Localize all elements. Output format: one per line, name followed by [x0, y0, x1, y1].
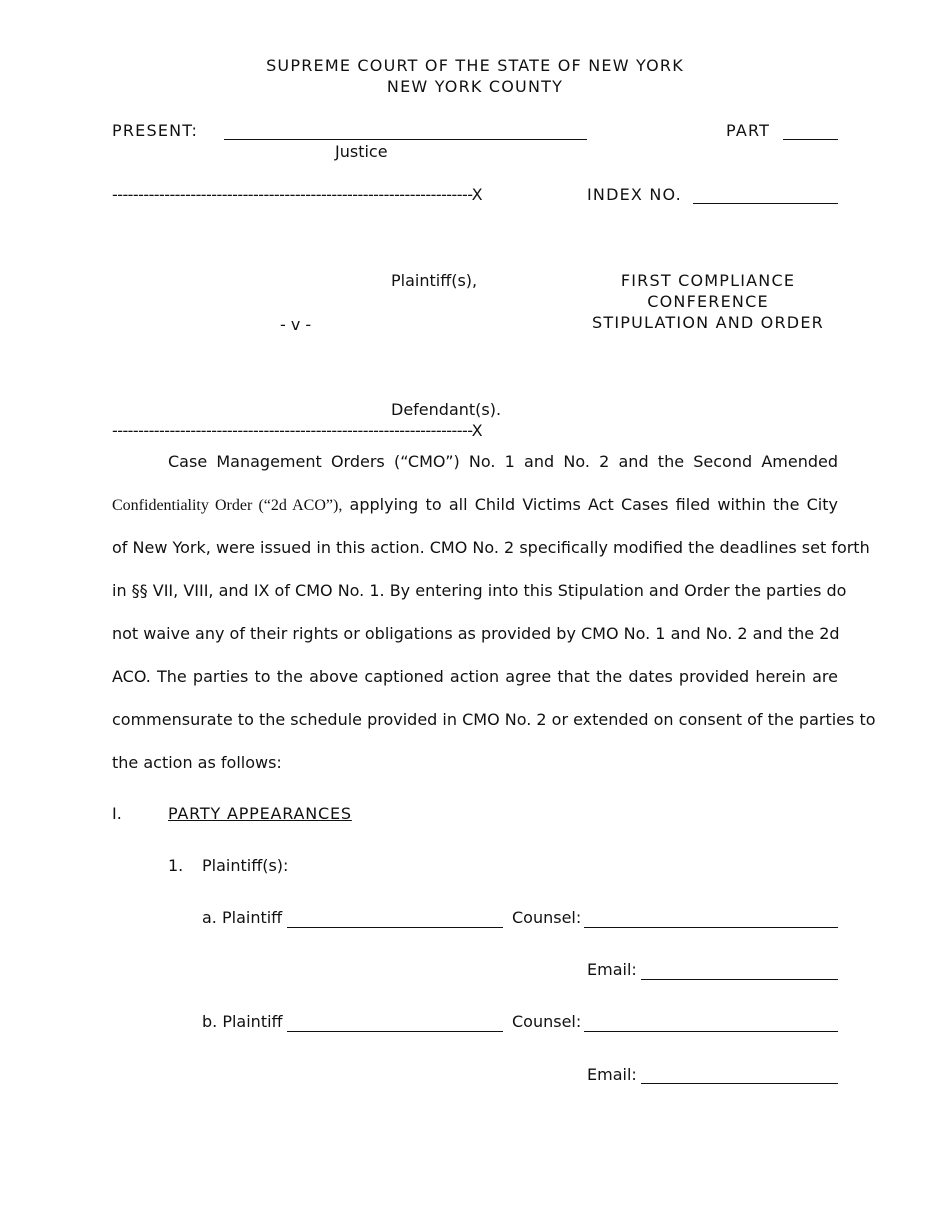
- caption-divider-bottom: ---------------------------------------------------------------------X: [112, 421, 483, 440]
- body-line-2: [112, 483, 838, 526]
- present-label: PRESENT:: [112, 121, 199, 140]
- body-paragraph: [112, 440, 876, 784]
- present-justice-line[interactable]: [224, 139, 587, 140]
- part-line[interactable]: [783, 139, 838, 140]
- body-line-5: not waive any of their rights or obligations as provided by CMO No. 1 and No. 2 and the 2d: [112, 624, 840, 643]
- email-b-label: Email:: [587, 1065, 637, 1084]
- doc-title-line2: CONFERENCE: [647, 292, 769, 311]
- plaintiff-label: Plaintiff(s),: [391, 271, 478, 290]
- defendant-label: Defendant(s).: [391, 400, 502, 419]
- body-line-8: the action as follows:: [112, 753, 282, 772]
- body-line-1: Case Management Orders (“CMO”) No. 1 and No. 2 and the Second Amended: [168, 452, 838, 471]
- counsel-a-label: Counsel:: [512, 908, 582, 927]
- plaintiff-a-line[interactable]: [287, 927, 503, 928]
- email-b-line[interactable]: [641, 1083, 838, 1084]
- index-number-line[interactable]: [693, 203, 838, 204]
- plaintiff-b-label: b. Plaintiff: [202, 1012, 283, 1031]
- item-label: Plaintiff(s):: [202, 856, 289, 875]
- body-line-6: ACO. The parties to the above captioned action agree that the dates provided herein are: [112, 667, 838, 686]
- email-a-line[interactable]: [641, 979, 838, 980]
- plaintiff-a-label: a. Plaintiff: [202, 908, 283, 927]
- versus-label: - v -: [280, 315, 312, 334]
- body-line-7: commensurate to the schedule provided in CMO No. 2 or extended on consent of the parties to: [112, 710, 876, 729]
- counsel-b-label: Counsel:: [512, 1012, 582, 1031]
- caption-divider-top: ---------------------------------------------------------------------X: [112, 185, 483, 204]
- item-number: 1.: [168, 856, 184, 875]
- doc-title-line3: STIPULATION AND ORDER: [592, 313, 824, 332]
- doc-title-line1: FIRST COMPLIANCE: [620, 271, 796, 290]
- court-name: SUPREME COURT OF THE STATE OF NEW YORK: [266, 56, 684, 75]
- body-line-4: in §§ VII, VIII, and IX of CMO No. 1. By entering into this Stipulation and Order the parties do: [112, 581, 847, 600]
- plaintiff-b-line[interactable]: [287, 1031, 503, 1032]
- section-numeral: I.: [112, 804, 122, 823]
- county-name: NEW YORK COUNTY: [386, 77, 564, 96]
- justice-label: Justice: [335, 142, 388, 161]
- section-heading: PARTY APPEARANCES: [168, 804, 352, 823]
- body-line-2-serif: Confidentiality Order (“2d ACO”),: [112, 497, 343, 514]
- body-line-3: of New York, were issued in this action. CMO No. 2 specifically modified the deadlines set forth: [112, 538, 870, 557]
- counsel-b-line[interactable]: [584, 1031, 838, 1032]
- part-label: PART: [726, 121, 771, 140]
- email-a-label: Email:: [587, 960, 637, 979]
- body-line-2-rest: applying to all Child Victims Act Cases filed within the City: [342, 495, 838, 514]
- index-label: INDEX NO.: [587, 185, 682, 204]
- counsel-a-line[interactable]: [584, 927, 838, 928]
